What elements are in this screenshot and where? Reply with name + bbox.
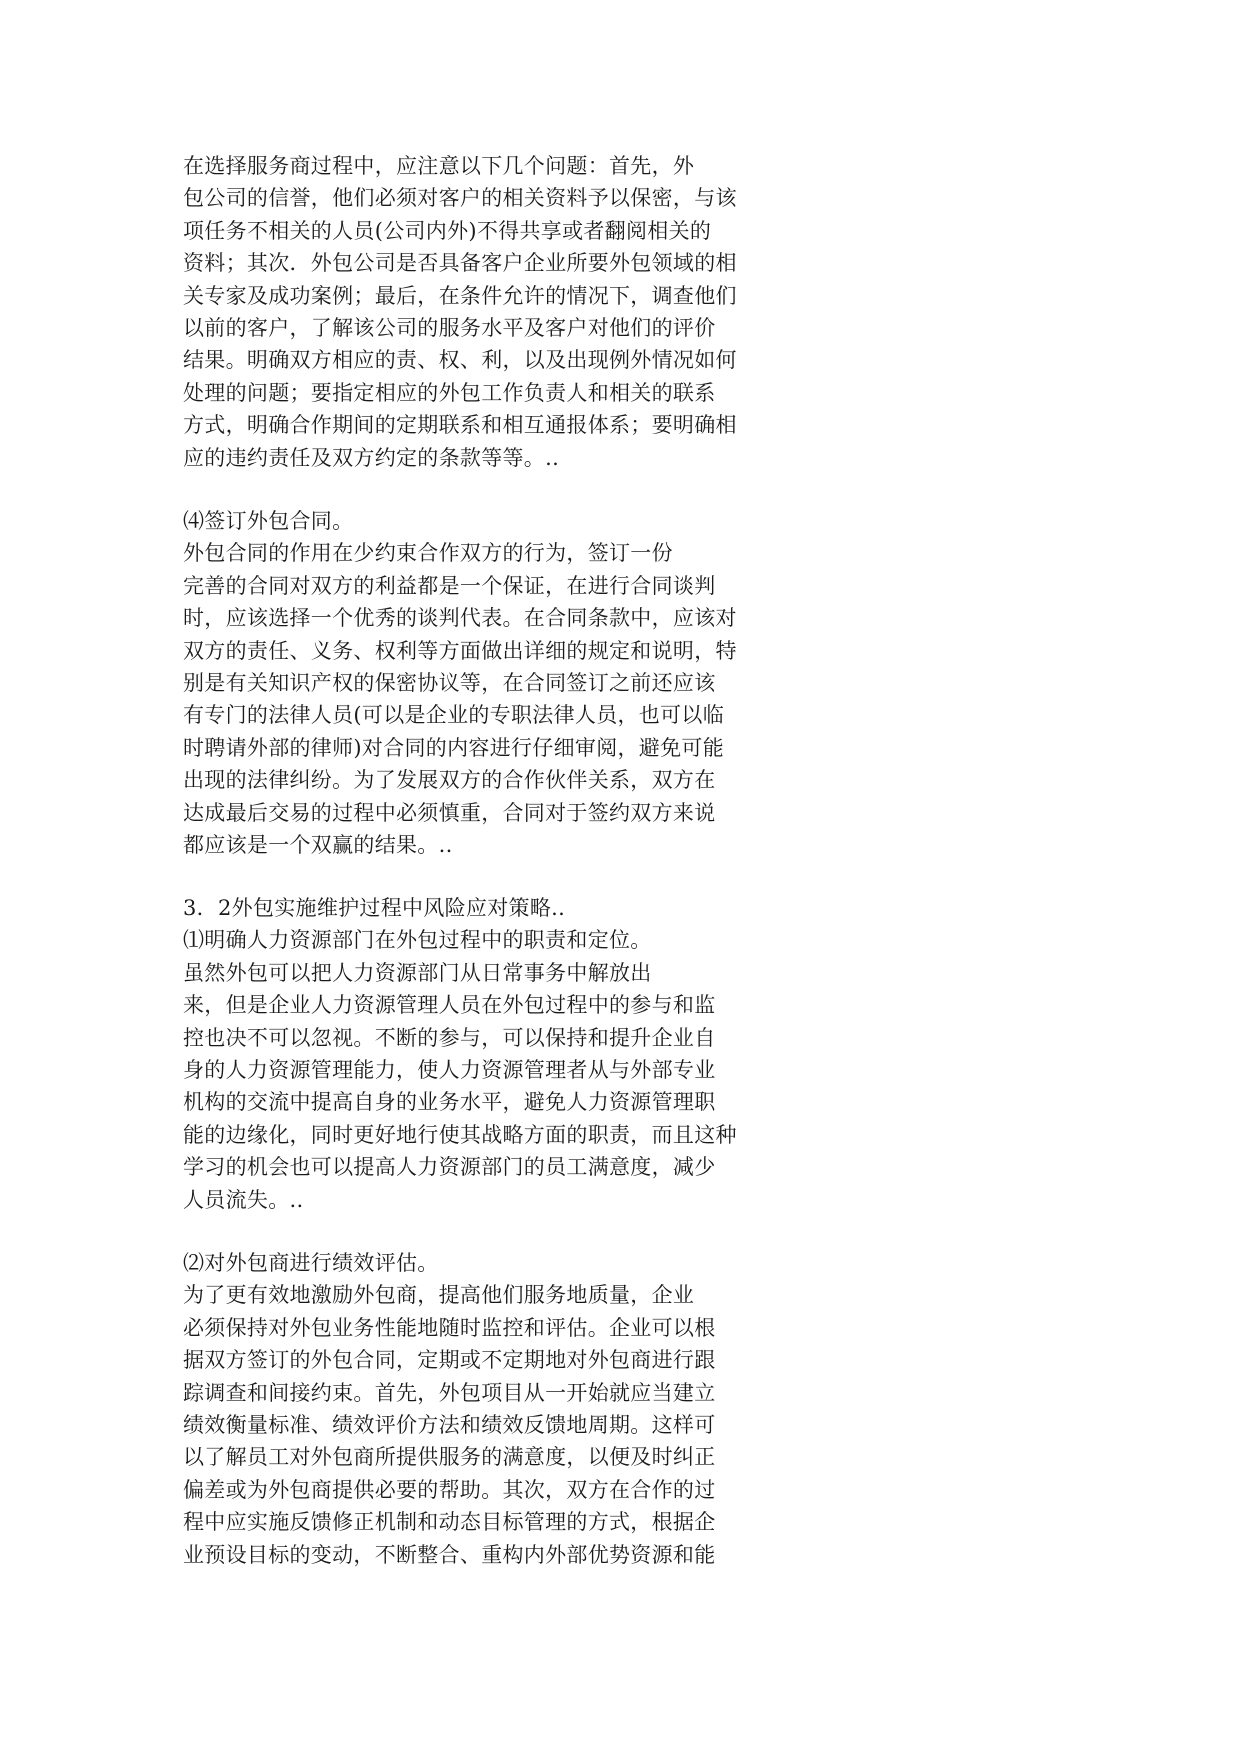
text-line: 结果。明确双方相应的责、权、利，以及出现例外情况如何 [183,348,737,373]
text-line: 项任务不相关的人员(公司内外)不得共享或者翻阅相关的 [183,218,712,243]
text-line: 方式，明确合作期间的定期联系和相互通报体系；要明确相 [183,413,737,438]
text-line: 有专门的法律人员(可以是企业的专职法律人员，也可以临 [183,703,724,728]
text-line: 外包合同的作用在少约束合作双方的行为，签订一份 [183,541,673,566]
text-line: 人员流失。.. [183,1187,304,1212]
text-line: 为了更有效地激励外包商，提高他们服务地质量，企业 [183,1283,695,1308]
text-line: 业预设目标的变动，不断整合、重构内外部优势资源和能 [183,1542,716,1567]
text-line: 以了解员工对外包商所提供服务的满意度，以便及时纠正 [183,1445,716,1470]
text-line: 身的人力资源管理能力，使人力资源管理者从与外部专业 [183,1057,716,1082]
text-line: 学习的机会也可以提高人力资源部门的员工满意度，减少 [183,1155,716,1180]
text-line: 3．2外包实施维护过程中风险应对策略.. [183,896,566,920]
text-line: 据双方签订的外包合同，定期或不定期地对外包商进行跟 [183,1348,716,1373]
text-line: 包公司的信誉，他们必须对客户的相关资料予以保密，与该 [183,186,737,211]
text-line: 虽然外包可以把人力资源部门从日常事务中解放出 [183,960,652,985]
text-line: 以前的客户，了解该公司的服务水平及客户对他们的评价 [183,315,716,340]
text-line: 来，但是企业人力资源管理人员在外包过程中的参与和监 [183,993,716,1018]
text-line: 出现的法律纠纷。为了发展双方的合作伙伴关系，双方在 [183,768,716,793]
text-line: 踪调查和间接约束。首先，外包项目从一开始就应当建立 [183,1380,716,1405]
text-line: ⑴明确人力资源部门在外包过程中的职责和定位。 [183,928,652,953]
text-line: 完善的合同对双方的利益都是一个保证，在进行合同谈判 [183,573,716,598]
text-line: 时聘请外部的律师)对合同的内容进行仔细审阅，避免可能 [183,735,724,760]
paragraph-performance-evaluation [183,1247,716,1571]
text-line: 资料；其次．外包公司是否具备客户企业所要外包领域的相 [183,251,737,276]
text-line: 应的违约责任及双方约定的条款等等。.. [183,445,560,470]
text-line: 绩效衡量标准、绩效评价方法和绩效反馈地周期。这样可 [183,1412,716,1437]
text-line: 处理的问题；要指定相应的外包工作负责人和相关的联系 [183,380,716,405]
text-line: 达成最后交易的过程中必须慎重，合同对于签约双方来说 [183,800,716,825]
text-line: 都应该是一个双赢的结果。.. [183,832,453,857]
text-line: 能的边缘化，同时更好地行使其战略方面的职责，而且这种 [183,1122,737,1147]
text-line: ⑵对外包商进行绩效评估。 [183,1251,439,1275]
text-line: 在选择服务商过程中，应注意以下几个问题：首先，外 [183,154,695,178]
text-line: 必须保持对外包业务性能地随时监控和评估。企业可以根 [183,1315,716,1340]
text-line: ⑷签订外包合同。 [183,509,354,533]
paragraph-sign-contract [183,505,737,861]
text-line: 偏差或为外包商提供必要的帮助。其次，双方在合作的过 [183,1477,716,1502]
text-line: 别是有关知识产权的保密协议等，在合同签订之前还应该 [183,670,716,695]
text-line: 时，应该选择一个优秀的谈判代表。在合同条款中，应该对 [183,606,737,631]
text-line: 双方的责任、义务、权利等方面做出详细的规定和说明，特 [183,638,737,663]
text-line: 关专家及成功案例；最后，在条件允许的情况下，调查他们 [183,283,737,308]
paragraph-risk-strategy [183,892,737,1216]
text-line: 机构的交流中提高自身的业务水平，避免人力资源管理职 [183,1090,716,1115]
text-line: 控也决不可以忽视。不断的参与，可以保持和提升企业自 [183,1025,716,1050]
text-line: 程中应实施反馈修正机制和动态目标管理的方式，根据企 [183,1510,716,1535]
paragraph-supplier-selection [183,150,737,474]
